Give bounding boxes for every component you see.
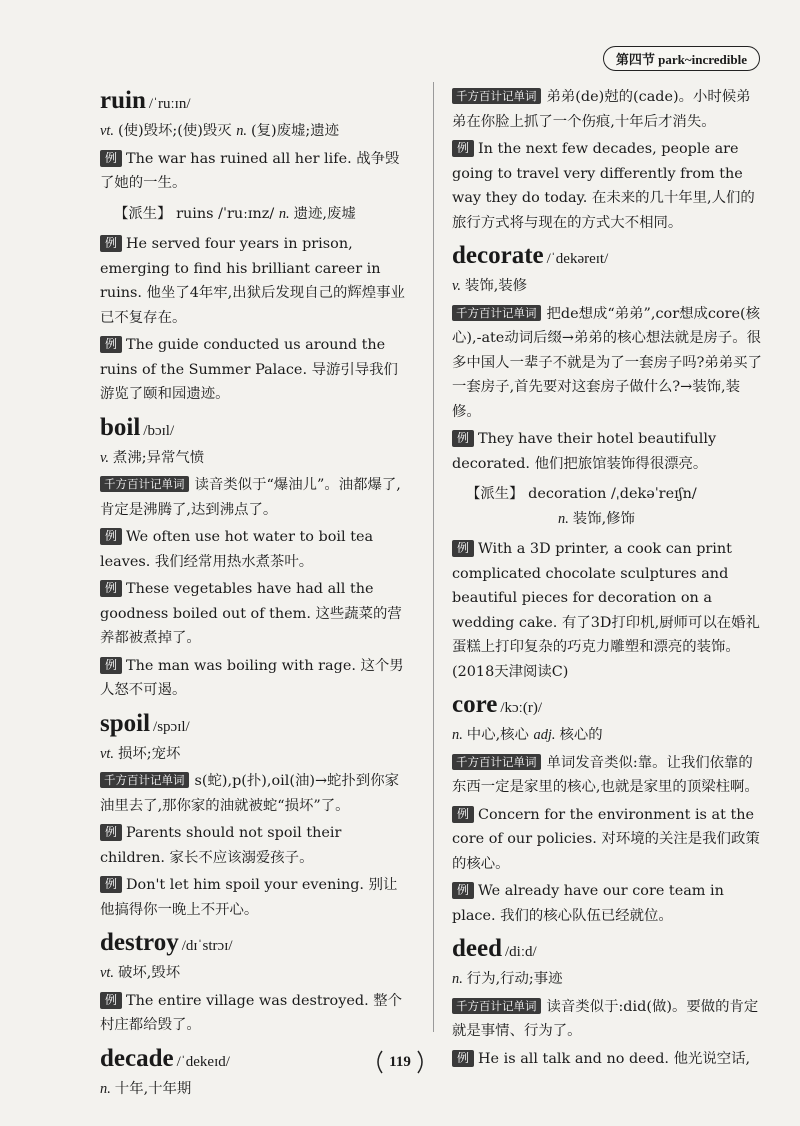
entry-destroy bbox=[100, 926, 410, 1038]
entry-decade-continued bbox=[452, 85, 764, 235]
page-number: 119 bbox=[372, 1049, 428, 1075]
mnemonic-badge: 千方百计记单词 bbox=[452, 998, 541, 1014]
example: 例 The guide conducted us around the ruins of the Summer Palace. 导游引导我们游览了颐和园遗迹。 bbox=[100, 337, 398, 402]
entry-deed bbox=[452, 932, 764, 1071]
example: 例 We often use hot water to boil tea leaves. 我们经常用热水煮茶叶。 bbox=[100, 529, 374, 570]
example: 例 He is all talk and no deed. 他光说空话, bbox=[452, 1047, 764, 1072]
definition: n. 中心,核心 adj. 核心的 bbox=[452, 727, 603, 743]
example: 例 The man was boiling with rage. 这个男人怒不可遏。 bbox=[100, 657, 404, 698]
entry-decade bbox=[100, 1042, 410, 1102]
definition: vt. 损坏;宠坏 bbox=[100, 745, 181, 762]
example: 例 The war has ruined all her life. 战争毁了她的一生。 bbox=[100, 150, 400, 191]
example: 例 He served four years in prison, emerging to find his brilliant career in ruins. 他坐了4年牢,出狱后发现自己的辉煌事业已不复存在。 bbox=[100, 236, 405, 326]
headword: spoil bbox=[100, 709, 151, 737]
mnemonic-badge: 千方百计记单词 bbox=[452, 305, 541, 321]
left-column bbox=[100, 84, 410, 1105]
mnemonic-badge: 千方百计记单词 bbox=[452, 88, 541, 104]
phonetic: /diːd/ bbox=[505, 944, 537, 960]
definition: vt. 破坏,毁坏 bbox=[100, 965, 181, 981]
example-badge: 例 bbox=[452, 1050, 474, 1067]
example-badge: 例 bbox=[100, 336, 122, 353]
headword: ruin bbox=[100, 87, 146, 114]
entry-spoil bbox=[100, 707, 410, 923]
headword: decade bbox=[100, 1044, 174, 1072]
example-badge: 例 bbox=[452, 882, 474, 899]
section-header: 第四节 park~incredible bbox=[603, 46, 760, 71]
derivative: 【派生】 ruins /ˈruːɪnz/ n. 遗迹,废墟 bbox=[114, 205, 356, 222]
example: 例 These vegetables have had all the goodness boiled out of them. 这些蔬菜的营养都被煮掉了。 bbox=[100, 581, 402, 646]
phonetic: /ˈdekəreɪt/ bbox=[546, 251, 609, 267]
mnemonic-badge: 千方百计记单词 bbox=[100, 772, 189, 788]
mnemonic: 千方百计记单词 s(蛇),p(扑),oil(油)→蛇扑到你家油里去了,那你家的油就被蛇“损坏”了。 bbox=[100, 773, 399, 814]
example-badge: 例 bbox=[452, 540, 474, 557]
entry-core bbox=[452, 688, 764, 928]
example: 例 With a 3D printer, a cook can print complicated chocolate sculptures and beautiful pieces for decoration on a wedding cake. 有了3D打印机,厨师可以在婚礼蛋糕上打印复杂的巧克力雕塑和漂亮的装饰。(2018天津阅读C) bbox=[452, 541, 760, 680]
headword: destroy bbox=[100, 929, 179, 956]
example-badge: 例 bbox=[452, 806, 474, 823]
entry-decorate bbox=[452, 239, 764, 684]
right-column bbox=[452, 84, 764, 1075]
definition: n. 行为,行动;事迹 bbox=[452, 971, 563, 987]
phonetic: /kɔː(r)/ bbox=[500, 700, 542, 716]
phonetic: /bɔɪl/ bbox=[143, 422, 175, 439]
headword: decorate bbox=[452, 242, 544, 269]
example: 例 Concern for the environment is at the core of our policies. 对环境的关注是我们政策的核心。 bbox=[452, 806, 760, 872]
mnemonic: 千方百计记单词 把de想成“弟弟”,cor想成core(核心),-ate动词后缀→弟弟的核心想法就是房子。很多中国人一辈子不就是为了一套房子吗?弟弟买了一套房子,首先要对这套房子做什么?→装饰,装修。 bbox=[452, 305, 762, 420]
headword: boil bbox=[100, 413, 141, 441]
example: 例 The entire village was destroyed. 整个村庄都给毁了。 bbox=[100, 992, 403, 1033]
phonetic: /ˈruːɪn/ bbox=[148, 96, 191, 112]
mnemonic: 千方百计记单词 弟弟(de)尅的(cade)。小时候弟弟在你脸上抓了一个伤痕,十年后才消失。 bbox=[452, 89, 751, 130]
example-badge: 例 bbox=[100, 824, 122, 841]
mnemonic: 千方百计记单词 单词发音类似:靠。让我们依靠的东西一定是家里的核心,也就是家里的顶梁柱啊。 bbox=[452, 754, 759, 795]
example-badge: 例 bbox=[100, 580, 122, 597]
phonetic: /ˈdekeɪd/ bbox=[176, 1053, 230, 1070]
definition: v. 煮沸;异常气愤 bbox=[100, 449, 205, 466]
phonetic: /spɔɪl/ bbox=[153, 718, 190, 735]
example: 例 Parents should not spoil their children. 家长不应该溺爱孩子。 bbox=[100, 825, 342, 866]
definition: n. 十年,十年期 bbox=[100, 1080, 192, 1097]
example-badge: 例 bbox=[452, 430, 474, 447]
column-divider bbox=[433, 82, 434, 1032]
mnemonic: 千方百计记单词 读音类似于:did(做)。要做的肯定就是事情、行为了。 bbox=[452, 998, 759, 1039]
definition: v. 装饰,装修 bbox=[452, 278, 528, 294]
definition: vt. (使)毁坏;(使)毁灭 n. (复)废墟;遗迹 bbox=[100, 123, 340, 139]
example: 例 They have their hotel beautifully decorated. 他们把旅馆装饰得很漂亮。 bbox=[452, 431, 717, 472]
mnemonic-badge: 千方百计记单词 bbox=[452, 754, 541, 770]
example-badge: 例 bbox=[100, 528, 122, 545]
derivative: 【派生】 decoration /ˌdekəˈreɪʃn/ n. 装饰,修饰 bbox=[466, 486, 697, 527]
example: 例 Don't let him spoil your evening. 别让他搞得你一晚上不开心。 bbox=[100, 877, 398, 918]
phonetic: /dɪˈstrɔɪ/ bbox=[181, 938, 233, 954]
example-badge: 例 bbox=[100, 150, 122, 167]
example-badge: 例 bbox=[100, 235, 122, 252]
example: 例 In the next few decades, people are going to travel very differently from the way they do today. 在未来的几十年里,人们的旅行方式将与现在的方式大不相同。 bbox=[452, 141, 755, 231]
example: 例 We already have our core team in place. 我们的核心队伍已经就位。 bbox=[452, 883, 724, 924]
example-badge: 例 bbox=[100, 876, 122, 893]
example-badge: 例 bbox=[100, 657, 122, 674]
headword: deed bbox=[452, 935, 502, 962]
headword: core bbox=[452, 691, 498, 718]
entry-boil bbox=[100, 411, 410, 703]
mnemonic: 千方百计记单词 读音类似于“爆油儿”。油都爆了,肯定是沸腾了,达到沸点了。 bbox=[100, 477, 401, 518]
example-badge: 例 bbox=[100, 992, 122, 1009]
example-badge: 例 bbox=[452, 140, 474, 157]
mnemonic-badge: 千方百计记单词 bbox=[100, 476, 189, 492]
entry-ruin bbox=[100, 84, 410, 407]
